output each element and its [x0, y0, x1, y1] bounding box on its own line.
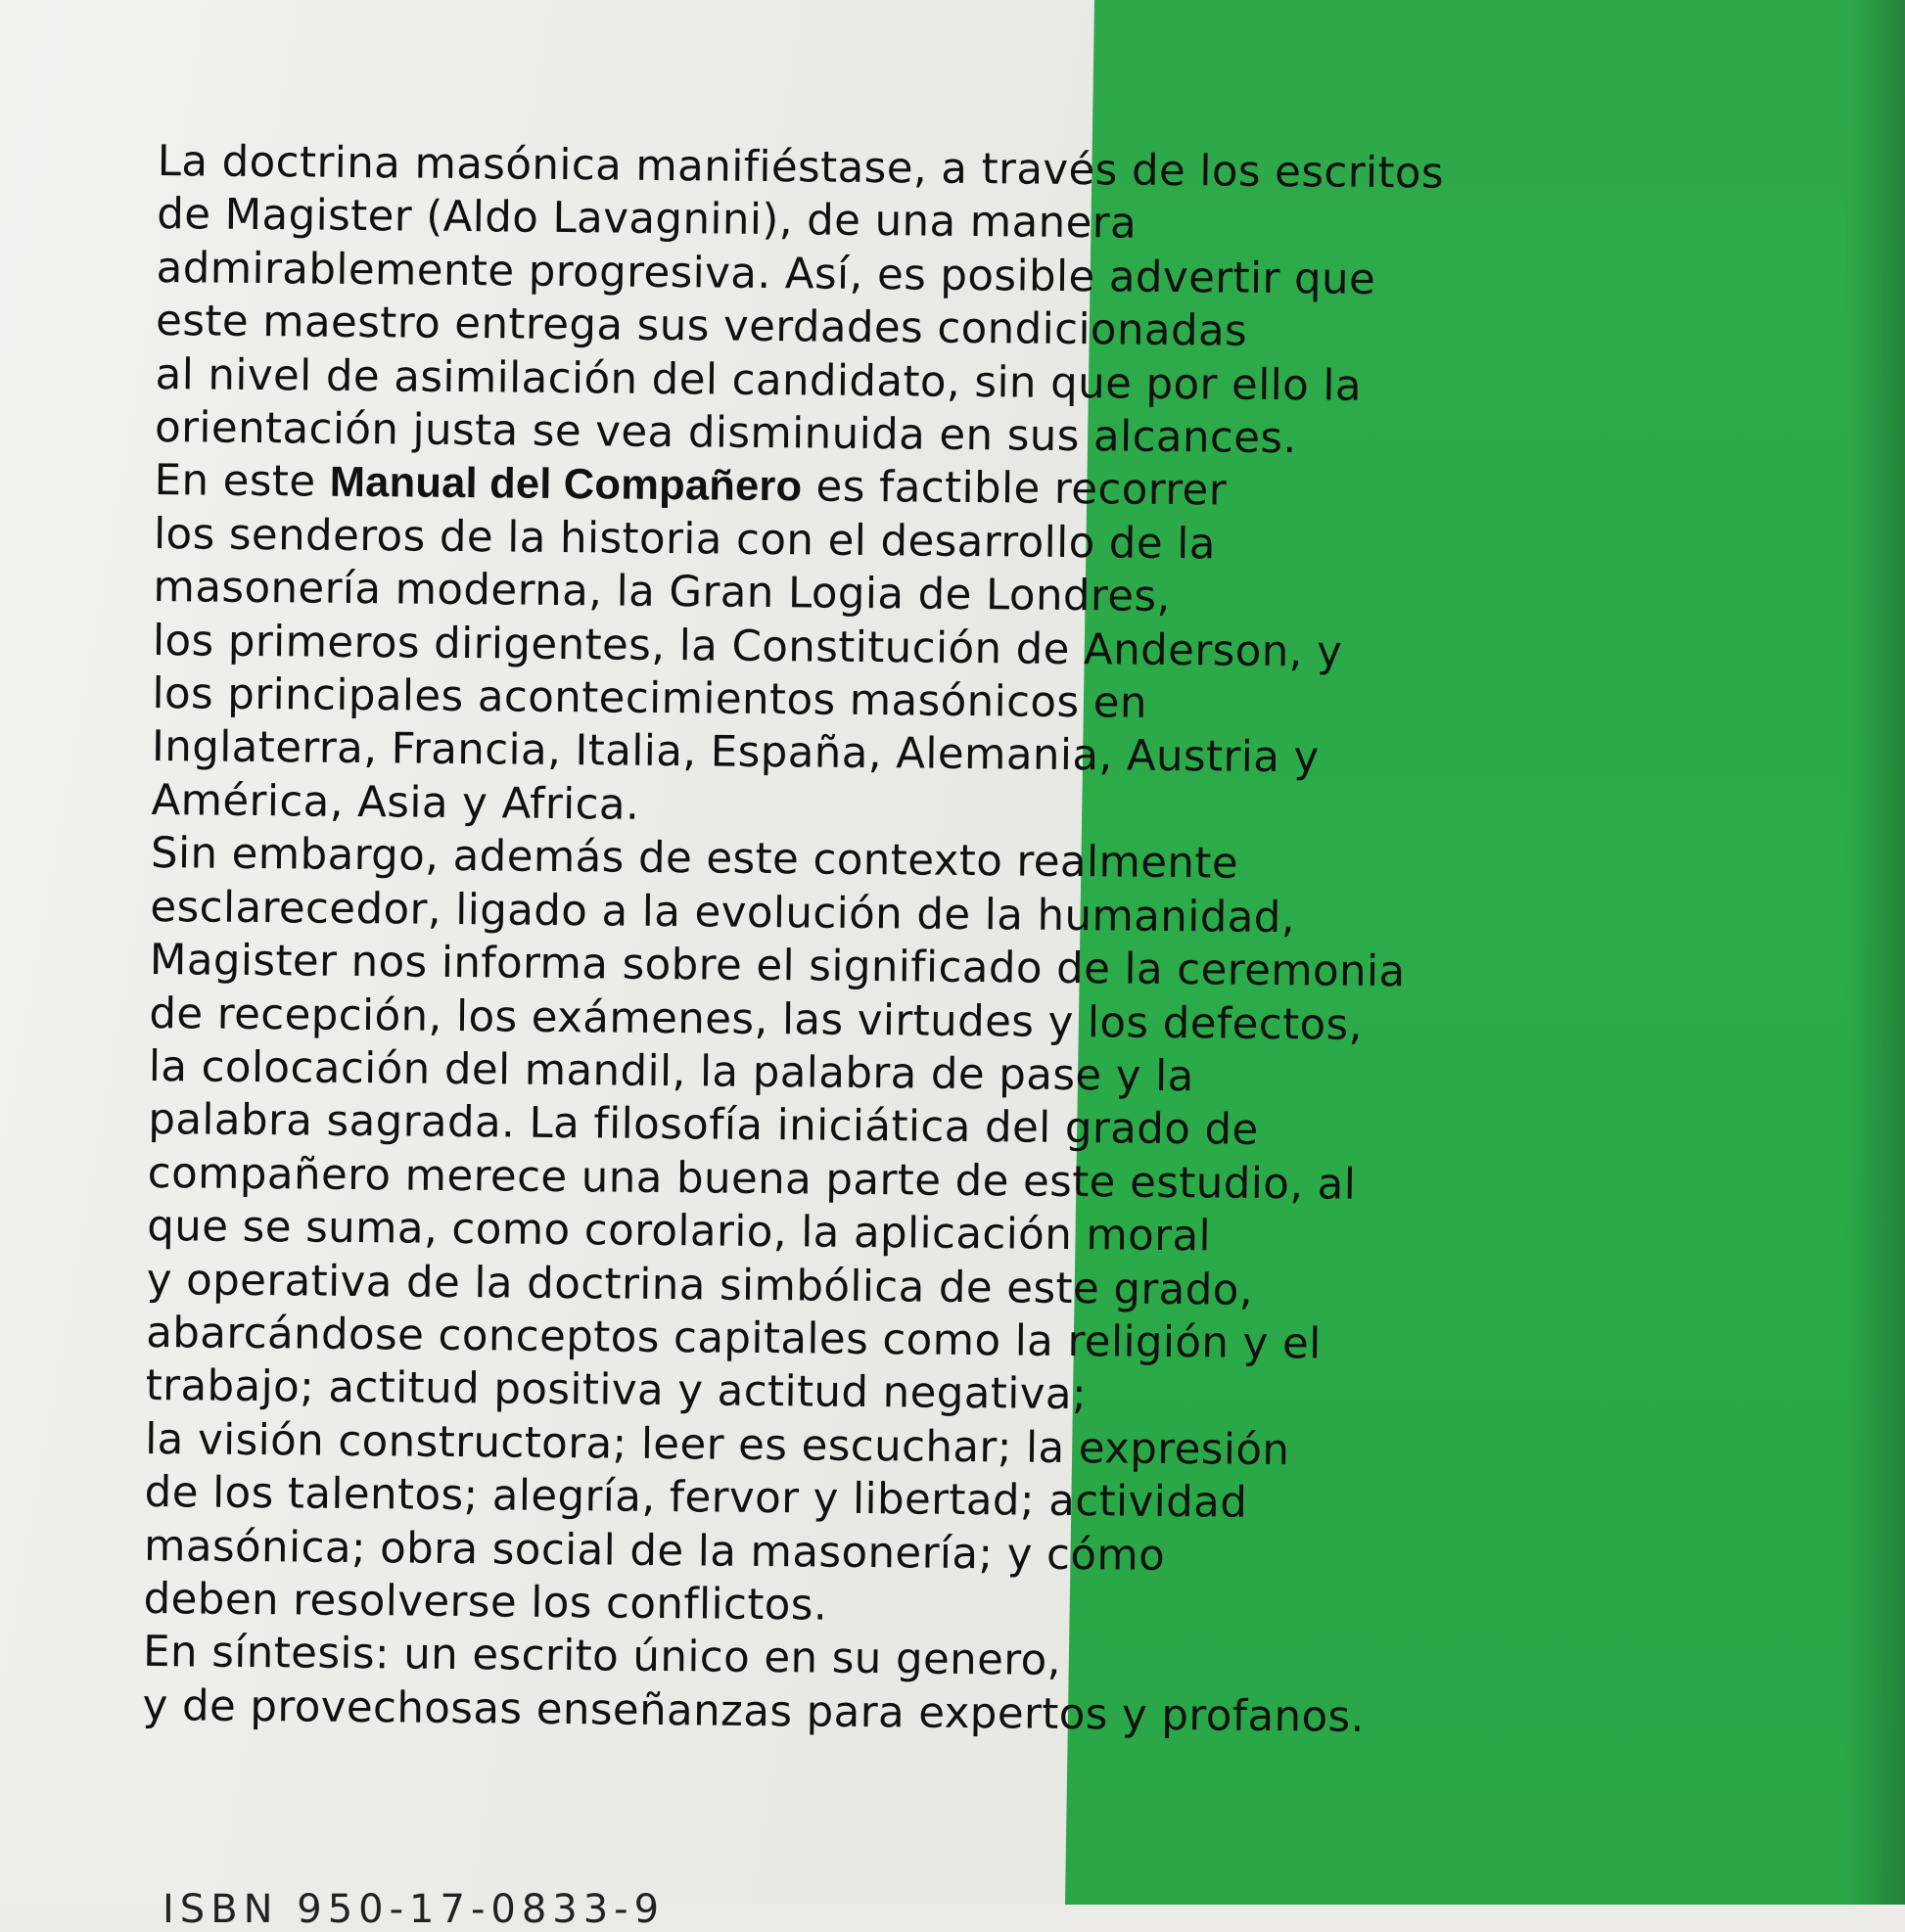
isbn-number: ISBN 950-17-0833-9: [163, 1887, 666, 1932]
blurb-line: los primeros dirigentes, la Constitución de Anderson, y: [152, 616, 1343, 677]
blurb-line: de recepción, los exámenes, las virtudes y los defectos,: [149, 989, 1364, 1050]
blurb-line: abarcándose conceptos capitales como la religión y el: [146, 1308, 1322, 1369]
blurb-line: la colocación del mandil, la palabra de pase y la: [148, 1041, 1194, 1102]
blurb-line: los principales acontecimientos masónicos en: [152, 669, 1148, 728]
blurb-line: masonería moderna, la Gran Logia de Londres,: [153, 563, 1171, 622]
blurb-line: Magister nos informa sobre el significado de la ceremonia: [149, 936, 1406, 997]
blurb-line: compañero merece una buena parte de este estudio, al: [147, 1148, 1357, 1210]
blurb-line-text: En este: [154, 456, 330, 508]
blurb-line-text: es factible recorrer: [802, 462, 1228, 516]
blurb-line: En síntesis: un escrito único en su genero,: [142, 1628, 1062, 1686]
green-panel-shadow: [1846, 0, 1905, 1905]
blurb-line: palabra sagrada. La filosofía iniciática del grado de: [148, 1095, 1259, 1156]
blurb-line: y de provechosas enseñanzas para expertos y profanos.: [142, 1680, 1366, 1742]
blurb-line: los senderos de la historia con el desarrollo de la: [153, 509, 1217, 570]
blurb-line: la visión constructora; leer es escuchar; la expresión: [144, 1414, 1290, 1475]
blurb-line: esclarecedor, ligado a la evolución de la humanidad,: [150, 882, 1296, 943]
blurb-line: de Magister (Aldo Lavagnini), de una manera: [156, 190, 1138, 250]
blurb-line: La doctrina masónica manifiéstase, a través de los escritos: [157, 136, 1445, 199]
back-cover-blurb: [142, 135, 1646, 1747]
blurb-line: Sin embargo, además de este contexto realmente: [150, 829, 1239, 889]
blurb-line: de los talentos; alegría, fervor y libertad; actividad: [144, 1468, 1248, 1528]
blurb-line: orientación justa se vea disminuida en sus alcances.: [154, 403, 1297, 464]
book-title-emphasis: Manual del Compañero: [329, 459, 803, 511]
blurb-line: trabajo; actitud positiva y actitud negativa;: [145, 1361, 1088, 1420]
blurb-line: América, Asia y Africa.: [151, 775, 640, 830]
blurb-line: al nivel de asimilación del candidato, sin que por ello la: [155, 349, 1363, 411]
blurb-line: que se suma, como corolario, la aplicación moral: [147, 1202, 1212, 1262]
blurb-line: y operativa de la doctrina simbólica de este grado,: [146, 1255, 1254, 1315]
blurb-line: deben resolverse los conflictos.: [143, 1574, 828, 1631]
blurb-line: Inglaterra, Francia, Italia, España, Alemania, Austria y: [151, 722, 1320, 783]
blurb-line: este maestro entrega sus verdades condicionadas: [155, 297, 1248, 356]
blurb-line: masónica; obra social de la masonería; y cómo: [143, 1521, 1166, 1581]
blurb-line: admirablemente progresiva. Así, es posible advertir que: [156, 243, 1376, 304]
